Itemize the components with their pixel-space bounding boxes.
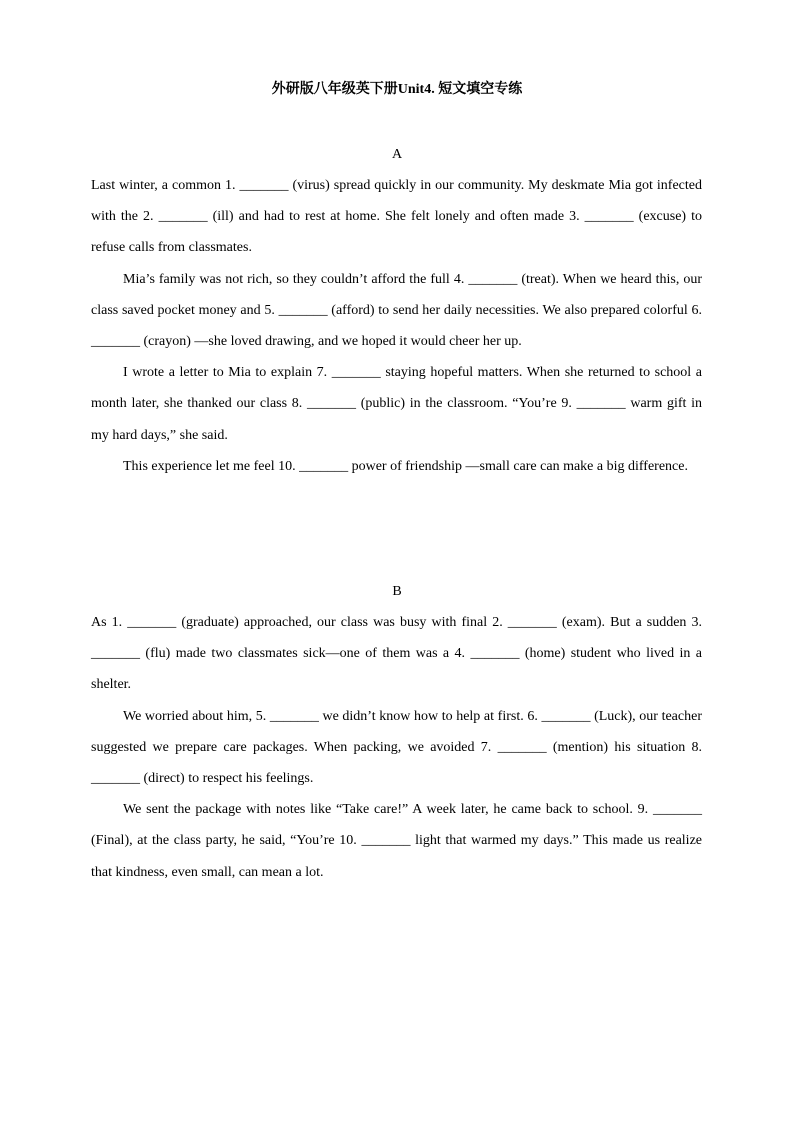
passage-a-paragraph-2: Mia’s family was not rich, so they couldn’t afford the full 4. _______ (treat). When we heard this, our class saved pocket money and 5. _______ (afford) to send her daily necessities. We also prepared colorful 6. _______ (crayon) —she loved drawing, and we hoped it would cheer her up. [91,271,702,350]
passage-b [91,607,702,888]
passage-b-paragraph-1: As 1. _______ (graduate) approached, our class was busy with final 2. _______ (exam). But a sudden 3. _______ (flu) made two classmates sick—one of them was a 4. _______ (home) student who lived in a shelter. [91,615,702,693]
passage-a-paragraph-1: Last winter, a common 1. _______ (virus) spread quickly in our community. My deskmate Mia got infected with the 2. _______ (ill) and had to rest at home. She felt lonely and often made 3. _______ (excuse) to refuse calls from classmates. [91,178,702,256]
section-a-label: A [391,147,403,162]
passage-a [91,170,702,482]
section-b-label: B [392,584,402,599]
passage-b-paragraph-2: We worried about him, 5. _______ we didn’t know how to help at first. 6. _______ (Luck), our teacher suggested we prepare care packages. When packing, we avoided 7. _______ (mention) his situation 8. _______ (direct) to respect his feelings. [91,708,702,787]
page-title: 外研版八年级英下册Unit4. 短文填空专练 [271,82,523,97]
passage-a-paragraph-4: This experience let me feel 10. _______ power of friendship —small care can make a big difference. [123,458,688,474]
passage-b-paragraph-3: We sent the package with notes like “Take care!” A week later, he came back to school. 9. _______ (Final), at the class party, he said, “You’re 10. _______ light that warmed my days.” This made us realize that kindness, even small, can mean a lot. [91,802,702,880]
passage-a-paragraph-3: I wrote a letter to Mia to explain 7. _______ staying hopeful matters. When she returned to school a month later, she thanked our class 8. _______ (public) in the classroom. “You’re 9. _______ warm gift in my hard days,” she said. [91,365,702,443]
